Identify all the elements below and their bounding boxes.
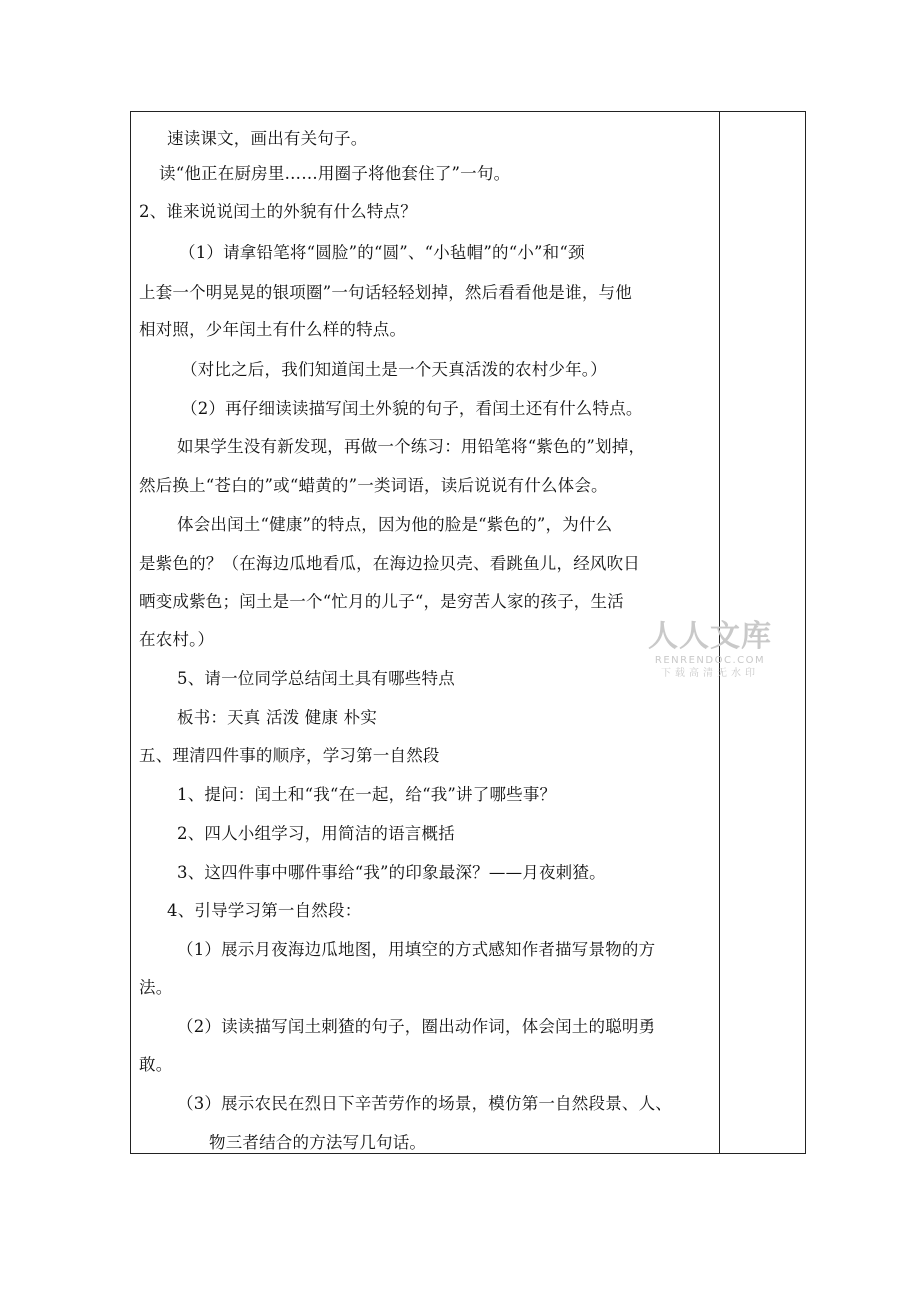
- text-line: 晒变成紫色；闰土是一个“忙月的儿子“，是穷苦人家的孩子，生活: [139, 592, 624, 611]
- text-line: 物三者结合的方法写几句话。: [209, 1133, 427, 1152]
- watermark-domain: RENRENDOC.COM: [654, 655, 766, 666]
- text-line: 法。: [139, 978, 173, 997]
- watermark-title: 人人文库: [648, 619, 772, 654]
- text-line: 在农村。）: [139, 630, 215, 649]
- text-line: （1）展示月夜海边瓜地图，用填空的方式感知作者描写景物的方: [177, 940, 656, 959]
- text-line: 1、提问：闰土和“我“在一起，给“我”讲了哪些事？: [177, 785, 557, 804]
- text-line: 板书：天真 活泼 健康 朴实: [177, 708, 378, 727]
- text-line: （3）展示农民在烈日下辛苦劳作的场景，模仿第一自然段景、人、: [177, 1094, 672, 1113]
- text-line: 读“他正在厨房里……用圈子将他套住了”一句。: [159, 164, 511, 183]
- text-line: 上套一个明晃晃的银项圈”一句话轻轻划掉，然后看看他是谁，与他: [139, 283, 632, 302]
- text-line: 相对照，少年闰土有什么样的特点。: [139, 320, 407, 339]
- text-line: 如果学生没有新发现，再做一个练习：用铅笔将“紫色的”划掉，: [177, 437, 646, 456]
- text-line: 速读课文，画出有关句子。: [167, 129, 368, 148]
- watermark-tagline: 下载高清无水印: [661, 668, 759, 679]
- text-line: 4、引导学习第一自然段：: [167, 901, 362, 920]
- text-line: 敢。: [139, 1055, 173, 1074]
- text-line: 5、请一位同学总结闰土具有哪些特点: [177, 669, 455, 688]
- text-line: （1）请拿铅笔将“圆脸”的“圆”、“小毡帽”的“小”和“颈: [179, 243, 585, 262]
- text-line: 3、这四件事中哪件事给“我”的印象最深？——月夜刺猹。: [177, 863, 606, 882]
- renrendoc-watermark: [648, 620, 772, 680]
- section-heading: 五、理清四件事的顺序，学习第一自然段: [139, 746, 440, 765]
- text-line: 是紫色的？（在海边瓜地看瓜，在海边捡贝壳、看跳鱼儿，经风吹日: [139, 554, 640, 573]
- text-line: （2）读读描写闰土刺猹的句子，圈出动作词，体会闰土的聪明勇: [177, 1017, 656, 1036]
- text-line: （对比之后，我们知道闰土是一个天真活泼的农村少年。）: [181, 360, 607, 379]
- text-line: （2）再仔细读读描写闰土外貌的句子，看闰土还有什么特点。: [181, 399, 643, 418]
- text-line: 然后换上“苍白的”或“蜡黄的”一类词语，读后说说有什么体会。: [139, 476, 608, 495]
- text-line: 2、谁来说说闰土的外貌有什么特点？: [139, 202, 417, 221]
- text-line: 体会出闰土“健康”的特点，因为他的脸是“紫色的”，为什么: [177, 515, 613, 534]
- text-line: 2、四人小组学习，用简洁的语言概括: [177, 824, 455, 843]
